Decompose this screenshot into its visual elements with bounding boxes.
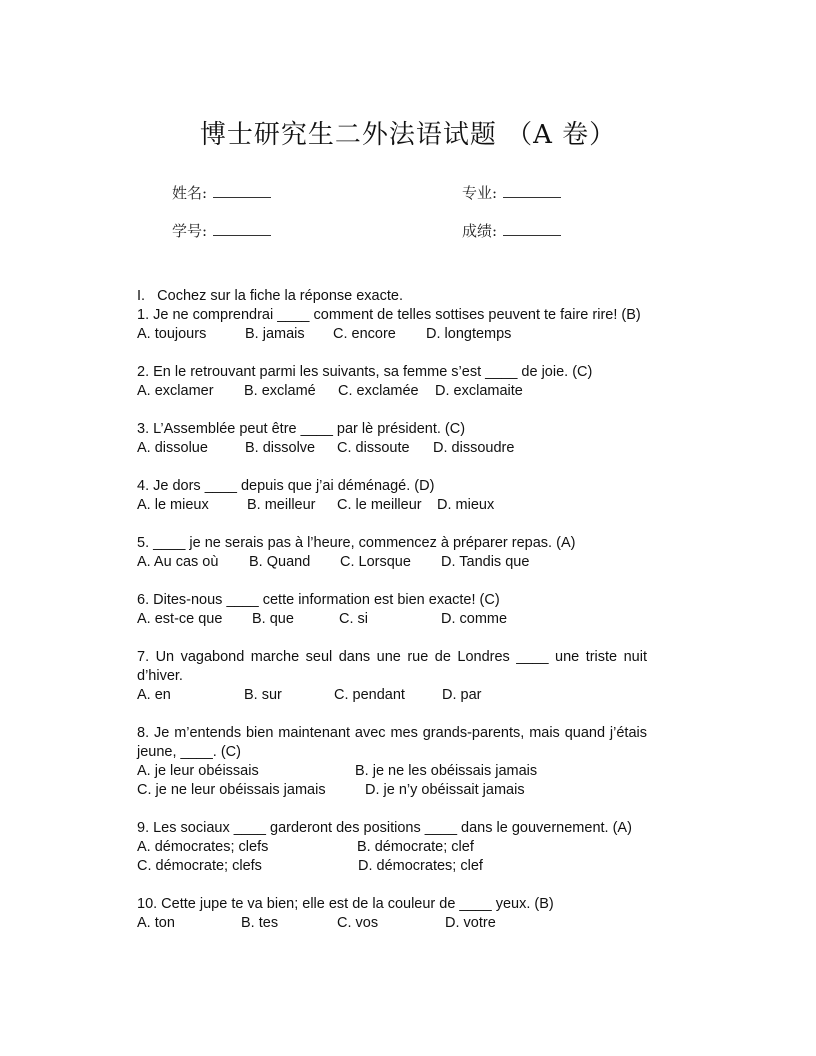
option-a: A. Au cas où (137, 554, 219, 570)
question-stem: 7. Un vagabond marche seul dans une rue de Londres ____ une triste nuit d’hiver. (137, 649, 647, 684)
name-blank (213, 185, 271, 198)
question-stem: 3. L’Assemblée peut être ____ par lè président. (C) (137, 421, 466, 437)
option-a: A. en (137, 687, 171, 703)
major-label: 专业: (462, 184, 498, 202)
option-d: D. exclamaite (435, 383, 523, 399)
option-c: C. je ne leur obéissais jamais (137, 782, 326, 798)
question-9 (137, 819, 647, 876)
option-d: D. votre (445, 915, 496, 931)
option-row (137, 439, 647, 458)
question-stem: 5. ____ je ne serais pas à l’heure, commencez à préparer repas. (A) (137, 535, 576, 551)
option-a: A. est-ce que (137, 611, 223, 627)
option-c: C. exclamée (338, 383, 419, 399)
option-c: C. dissoute (337, 440, 410, 456)
option-b: B. sur (244, 687, 282, 703)
option-c: C. si (339, 611, 368, 627)
option-row (137, 762, 647, 781)
option-row (137, 496, 647, 515)
option-b: B. exclamé (244, 383, 316, 399)
option-a: A. le mieux (137, 497, 209, 513)
option-d: D. longtemps (426, 326, 512, 342)
section-instruction: Cochez sur la fiche la réponse exacte. (157, 288, 403, 304)
option-b: B. tes (241, 915, 279, 931)
option-row (137, 382, 647, 401)
question-4 (137, 477, 647, 515)
option-d: D. démocrates; clef (358, 858, 483, 874)
name-field (172, 182, 271, 203)
question-stem: 2. En le retrouvant parmi les suivants, sa femme s’est ____ de joie. (C) (137, 364, 593, 380)
exam-body (137, 287, 647, 952)
question-6 (137, 591, 647, 629)
major-field (462, 182, 561, 203)
option-c: C. vos (337, 915, 379, 931)
option-row (137, 914, 647, 933)
student-id-label: 学号: (172, 222, 208, 240)
option-c: C. encore (333, 326, 396, 342)
option-d: D. dissoudre (433, 440, 515, 456)
score-blank (503, 223, 561, 236)
question-stem: 8. Je m’entends bien maintenant avec mes grands-parents, mais quand j’étais jeune, ____. (C) (137, 725, 647, 760)
exam-title: 博士研究生二外法语试题 （A 卷） (199, 120, 617, 150)
option-d: D. je n’y obéissait jamais (365, 782, 525, 798)
option-c: C. le meilleur (337, 497, 422, 513)
question-stem: 4. Je dors ____ depuis que j’ai déménagé. (D) (137, 478, 435, 494)
option-b: B. dissolve (245, 440, 316, 456)
question-2 (137, 363, 647, 401)
question-stem: 1. Je ne comprendrai ____ comment de telles sottises peuvent te faire rire! (B) (137, 307, 641, 323)
question-10 (137, 895, 647, 933)
question-5 (137, 534, 647, 572)
option-c: C. démocrate; clefs (137, 858, 262, 874)
option-d: D. comme (441, 611, 508, 627)
option-row (137, 838, 647, 857)
option-row (137, 857, 647, 876)
option-b: B. Quand (249, 554, 311, 570)
option-b: B. meilleur (247, 497, 316, 513)
option-d: D. Tandis que (441, 554, 530, 570)
option-a: A. démocrates; clefs (137, 839, 269, 855)
option-b: B. démocrate; clef (357, 839, 474, 855)
option-a: A. ton (137, 915, 175, 931)
question-stem: 6. Dites-nous ____ cette information est bien exacte! (C) (137, 592, 500, 608)
option-row (137, 781, 647, 800)
option-c: C. pendant (334, 687, 405, 703)
option-b: B. jamais (245, 326, 305, 342)
major-blank (503, 185, 561, 198)
question-7 (137, 648, 647, 705)
option-b: B. je ne les obéissais jamais (355, 763, 538, 779)
score-field (462, 220, 561, 241)
option-a: A. je leur obéissais (137, 763, 259, 779)
option-c: C. Lorsque (340, 554, 411, 570)
section-numeral: I. (137, 288, 146, 304)
option-d: D. mieux (437, 497, 495, 513)
option-row (137, 610, 647, 629)
option-a: A. toujours (137, 326, 207, 342)
option-row (137, 686, 647, 705)
option-b: B. que (252, 611, 294, 627)
question-stem: 10. Cette jupe te va bien; elle est de la couleur de ____ yeux. (B) (137, 896, 554, 912)
student-id-field (172, 220, 271, 241)
option-row (137, 325, 647, 344)
option-row (137, 553, 647, 572)
name-label: 姓名: (172, 184, 208, 202)
question-3 (137, 420, 647, 458)
question-1 (137, 306, 647, 344)
section-heading (137, 287, 647, 306)
score-label: 成绩: (462, 222, 498, 240)
question-stem: 9. Les sociaux ____ garderont des positions ____ dans le gouvernement. (A) (137, 820, 632, 836)
option-a: A. exclamer (137, 383, 214, 399)
option-d: D. par (442, 687, 482, 703)
option-a: A. dissolue (137, 440, 208, 456)
student-id-blank (213, 223, 271, 236)
question-8 (137, 724, 647, 800)
